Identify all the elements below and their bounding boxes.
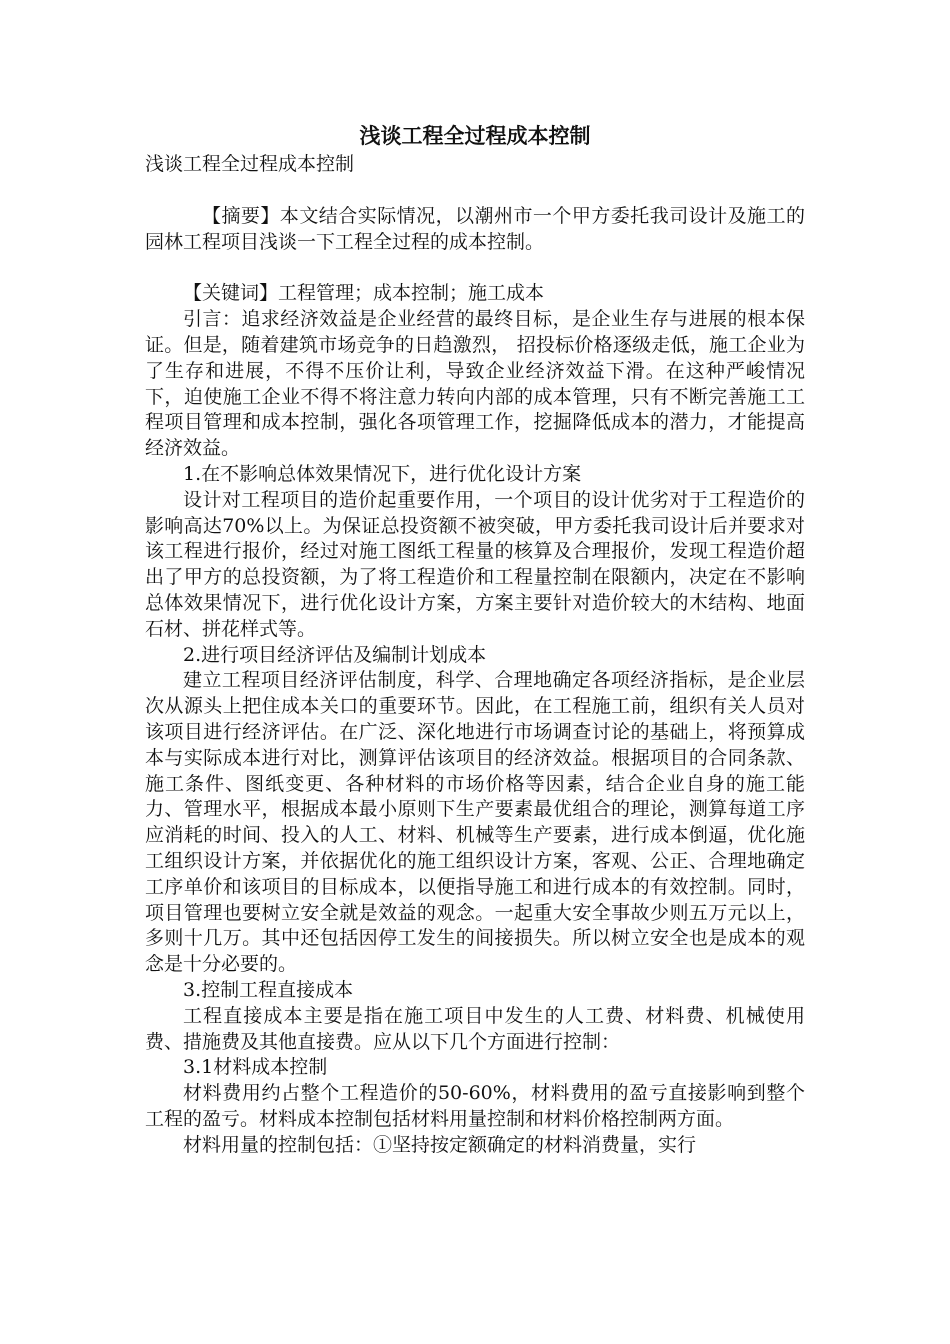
section-3-1-paragraph-2: 材料用量的控制包括：①坚持按定额确定的材料消费量，实行 (183, 1133, 697, 1156)
keywords-line: 【关键词】工程管理；成本控制；施工成本 (183, 282, 545, 305)
section-2-paragraph: 建立工程项目经济评估制度，科学、合理地确定各项经济指标，是企业层次从源头上把住成本关口的重要环节。因此，在工程施工前，组织有关人员对该项目进行经济评估。在广泛、深化地进行市场调查讨论的基础上，将预算成本与实际成本进行对比，测算评估该项目的经济效益。根据项目的合同条款、施工条件、图纸变更、各种材料的市场价格等因素，结合企业自身的施工能力、管理水平，根据成本最小原则下生产要素最优组合的理论，测算每道工序应消耗的时间、投入的人工、材料、机械等生产要素，进行成本倒逼，优化施工组织设计方案，并依据优化的施工组织设计方案，客观、公正、合理地确定工序单价和该项目的目标成本，以便指导施工和进行成本的有效控制。同时，项目管理也要树立安全就是效益的观念。一起重大安全事故少则五万元以上，多则十几万。其中还包括因停工发生的间接损失。所以树立安全也是成本的观念是十分必要的。 (145, 669, 805, 976)
section-3-paragraph: 工程直接成本主要是指在施工项目中发生的人工费、材料费、机械使用费、措施费及其他直接费。应从以下几个方面进行控制： (145, 1004, 805, 1053)
document-body (145, 152, 805, 1158)
abstract-paragraph: 【摘要】本文结合实际情况，以潮州市一个甲方委托我司设计及施工的园林工程项目浅谈一下工程全过程的成本控制。 (145, 204, 805, 253)
spacer (145, 255, 805, 281)
section-3-heading: 3.控制工程直接成本 (183, 978, 354, 1001)
document-title: 浅谈工程全过程成本控制 (359, 123, 591, 148)
document-subtitle: 浅谈工程全过程成本控制 (145, 153, 355, 175)
intro-paragraph: 引言：追求经济效益是企业经营的最终目标，是企业生存与进展的根本保证。但是，随着建筑市场竞争的日趋激烈， 招投标价格逐级走低，施工企业为了生存和进展，不得不压价让利，导致企业经济效益下滑。在这种严峻情况下，迫使施工企业不得不将注意力转向内部的成本管理，只有不断完善施工工程项目管理和成本控制，强化各项管理工作，挖掘降低成本的潜力，才能提高经济效益。 (145, 308, 805, 460)
section-3-1-heading: 3.1材料成本控制 (183, 1056, 328, 1079)
spacer (145, 178, 805, 204)
section-2-heading: 2.进行项目经济评估及编制计划成本 (183, 643, 487, 666)
section-1-paragraph: 设计对工程项目的造价起重要作用，一个项目的设计优劣对于工程造价的影响高达70%以上。为保证总投资额不被突破，甲方委托我司设计后并要求对该工程进行报价，经过对施工图纸工程量的核算及合理报价，发现工程造价超出了甲方的总投资额，为了将工程造价和工程量控制在限额内，决定在不影响总体效果情况下，进行优化设计方案，方案主要针对造价较大的木结构、地面石材、拼花样式等。 (145, 488, 805, 640)
section-1-heading: 1.在不影响总体效果情况下，进行优化设计方案 (183, 462, 582, 485)
section-3-1-paragraph: 材料费用约占整个工程造价的50-60%，材料费用的盈亏直接影响到整个工程的盈亏。材料成本控制包括材料用量控制和材料价格控制两方面。 (145, 1082, 805, 1130)
